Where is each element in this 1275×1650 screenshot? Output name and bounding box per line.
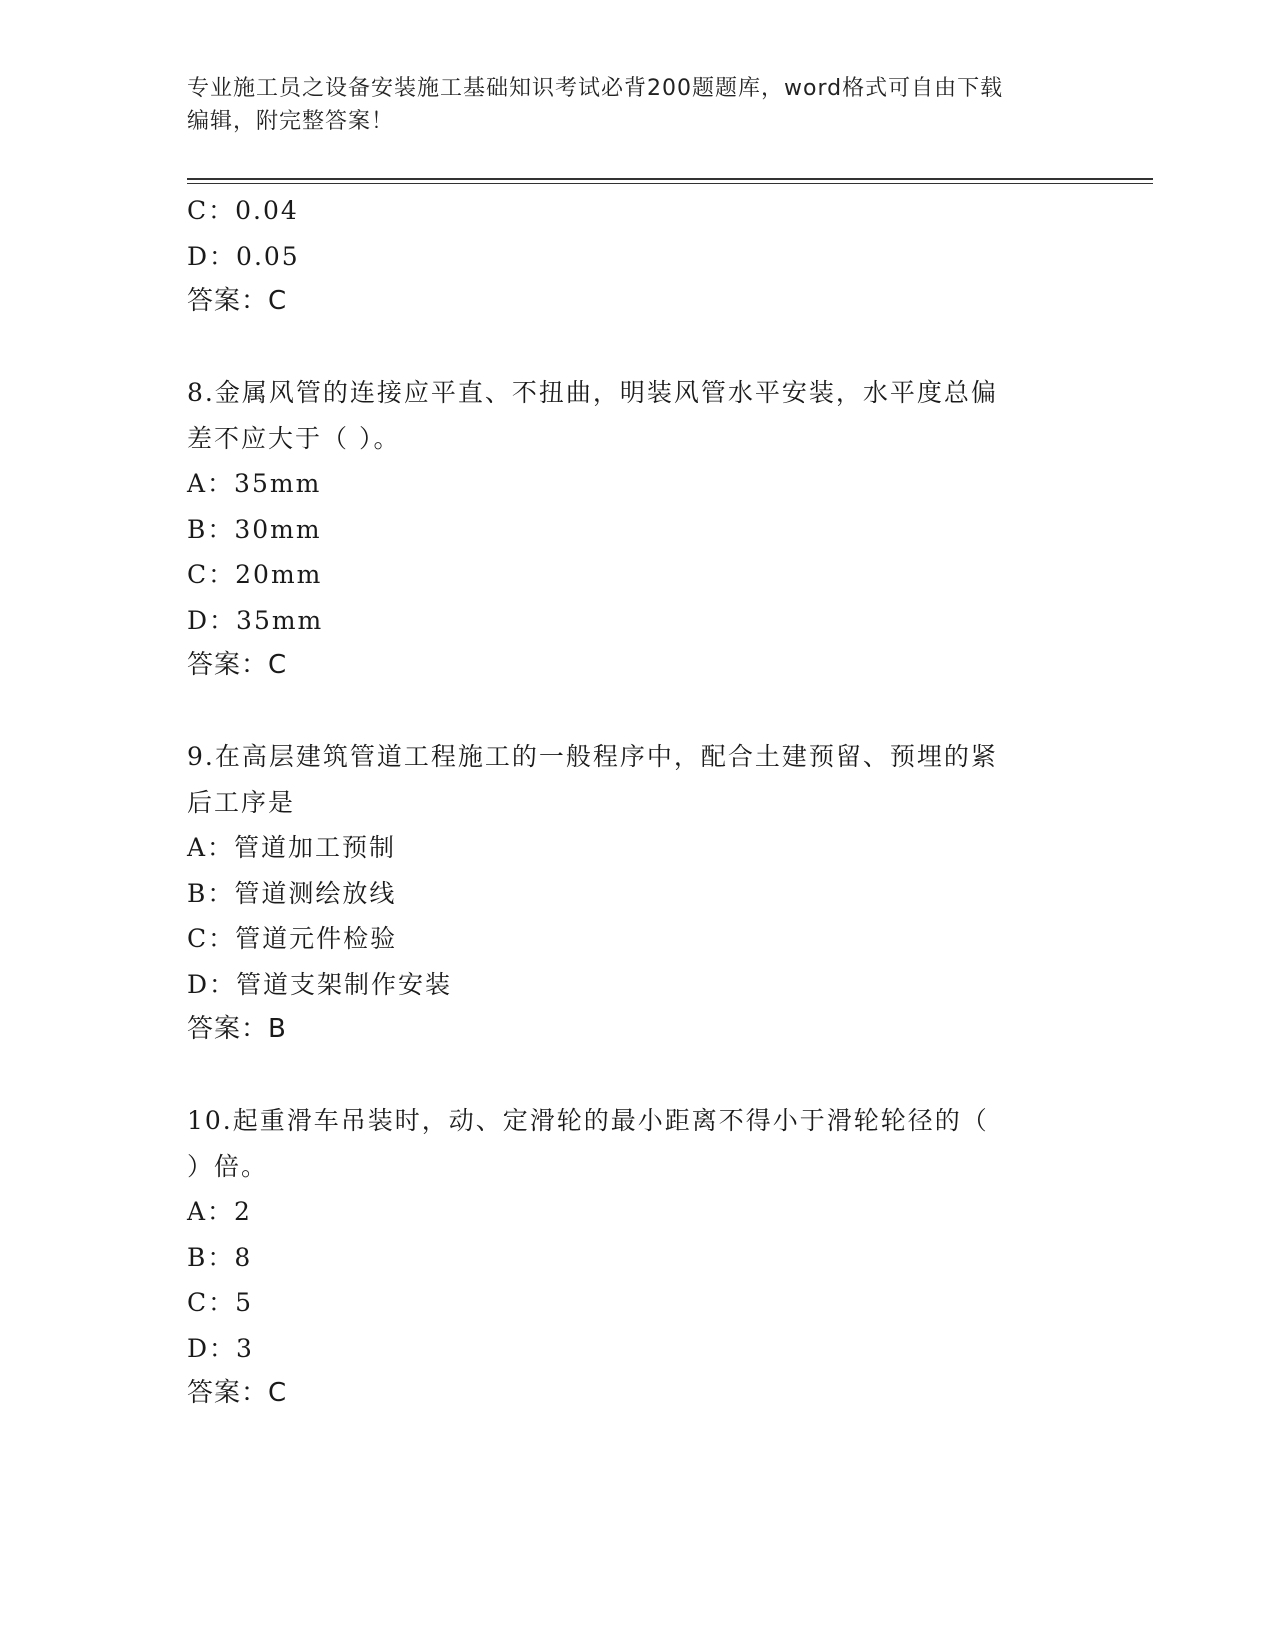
spacer <box>187 325 1087 371</box>
question-stem-line-2: 差不应大于（ ）。 <box>187 423 401 453</box>
question-stem-line-1: 10.起重滑车吊装时，动、定滑轮的最小距离不得小于滑轮轮径的（ <box>187 1106 989 1135</box>
question-stem-line-1: 9.在高层建筑管道工程施工的一般程序中，配合土建预留、预埋的紧 <box>187 742 998 771</box>
spacer <box>187 1053 1087 1099</box>
question-stem-line-1: 8.金属风管的连接应平直、不扭曲，明装风管水平安装，水平度总偏 <box>187 378 998 407</box>
option-d: D：管道支架制作安装 <box>187 969 453 999</box>
question-stem-line-2: 后工序是 <box>187 787 296 817</box>
option-c: C：20mm <box>187 560 323 589</box>
answer-line: 答案：C <box>187 1378 288 1408</box>
header-divider-thick <box>187 178 1153 180</box>
spacer <box>187 689 1087 735</box>
option-c: C：管道元件检验 <box>187 924 398 953</box>
option-b: B：30mm <box>187 514 322 544</box>
question-stem-line-2: ）倍。 <box>187 1151 269 1181</box>
option-b: B：8 <box>187 1242 253 1272</box>
option-d: D：35mm <box>187 605 324 635</box>
question-content <box>187 188 1087 1417</box>
option-a: A：35mm <box>187 469 322 498</box>
header-title-line-2: 编辑，附完整答案！ <box>187 109 395 134</box>
header-title-line-1: 专业施工员之设备安装施工基础知识考试必背200题题库，word格式可自由下载 <box>187 76 1004 101</box>
question-block-9 <box>187 734 1087 1053</box>
answer-line: 答案：C <box>187 286 288 316</box>
question-block-10 <box>187 1098 1087 1417</box>
option-b: B：管道测绘放线 <box>187 878 397 908</box>
document-header <box>187 72 1087 138</box>
option-a: A：管道加工预制 <box>187 833 397 862</box>
question-block-prev <box>187 188 1087 325</box>
header-divider-thin <box>187 183 1153 184</box>
option-d: D：3 <box>187 1333 254 1363</box>
option-c: C：0.04 <box>187 196 299 225</box>
option-a: A：2 <box>187 1197 252 1226</box>
option-d: D：0.05 <box>187 241 300 271</box>
question-block-8 <box>187 370 1087 689</box>
option-c: C：5 <box>187 1288 254 1317</box>
answer-line: 答案：B <box>187 1014 287 1044</box>
answer-line: 答案：C <box>187 650 288 680</box>
